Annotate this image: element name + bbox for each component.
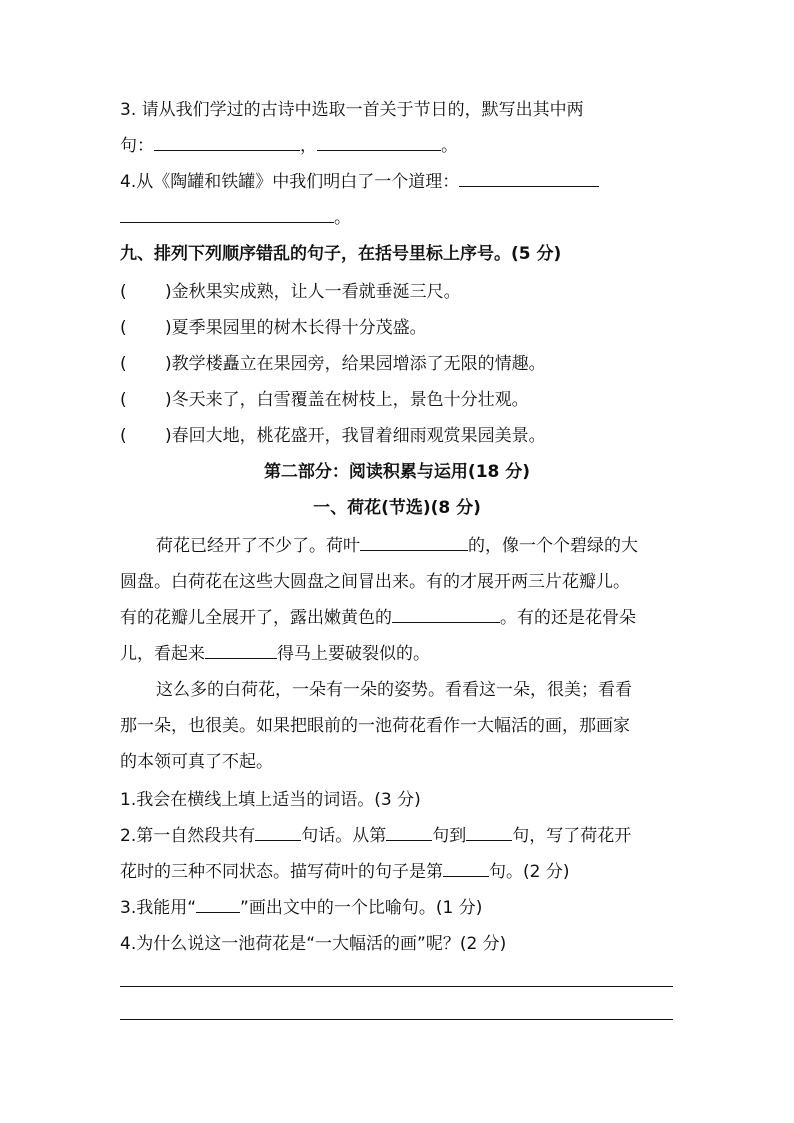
q3-blank-2[interactable] [317,134,441,151]
q2-blank-count[interactable] [255,824,301,841]
q3-line-2 [120,134,458,158]
ordering-item: ( )冬天来了，白雪覆盖在树枝上，景色十分壮观。 [120,390,529,410]
passage-blank-3[interactable] [205,642,277,659]
passage-p2-line-2: 那一朵，也很美。如果把眼前的一池荷花看作一大幅活的画，那画家 [120,716,630,736]
order-paren[interactable]: ( [120,390,127,410]
q4-blank-1[interactable] [459,170,599,187]
passage-p2-line-3: 的本领可真了不起。 [120,752,273,772]
order-paren[interactable]: ( [120,354,127,374]
question-1: 1.我会在横线上填上适当的词语。(3 分) [120,790,421,810]
ordering-text: 冬天来了，白雪覆盖在树枝上，景色十分壮观。 [171,390,529,410]
passage-p1-line-2: 圆盘。白荷花在这些大圆盘之间冒出来。有的才展开两三片花瓣儿。 [120,572,630,592]
ordering-text: 教学楼矗立在果园旁，给果园增添了无限的情趣。 [171,354,546,374]
question-2-line-2: 花时的三种不同状态。描写荷叶的句子是第 句。(2 分) [120,862,570,882]
q4-line-1 [120,170,599,194]
q4-line-2 [120,206,351,230]
order-paren[interactable]: ( [120,282,127,302]
passage-blank-2[interactable] [392,606,500,623]
answer-line-1[interactable] [120,986,673,987]
question-4: 4.为什么说这一池荷花是“一大幅活的画”呢？(2 分) [120,934,507,954]
passage-p1-line-1: 荷花已经开了不少了。荷叶 的，像一个个碧绿的大 [156,536,638,556]
passage-p1-line-4: 儿，看起来 得马上要破裂似的。 [120,644,430,664]
q3-symbol-blank[interactable] [196,896,240,913]
ordering-text: 夏季果园里的树木长得十分茂盛。 [171,318,427,338]
q3-text: 3. 请从我们学过的古诗中选取一首关于节日的，默写出其中两 [120,100,584,120]
q4-period: 。 [334,208,351,228]
q4-text: 4.从《陶罐和铁罐》中我们明白了一个道理： [120,172,460,192]
ordering-item: ( )夏季果园里的树木长得十分茂盛。 [120,318,427,338]
passage-blank-1[interactable] [360,534,468,551]
part2-subtitle: 一、荷花(节选)(8 分) [313,498,481,518]
order-paren[interactable]: ( [120,318,127,338]
q3-line-1 [120,98,584,122]
q3-prefix: 句： [120,136,154,156]
question-3: 3.我能用“ ”画出文中的一个比喻句。(1 分) [120,898,483,918]
section9-heading: 九、排列下列顺序错乱的句子，在括号里标上序号。(5 分) [120,244,562,264]
q2-blank-to[interactable] [466,824,512,841]
ordering-text: 金秋果实成熟，让人一看就垂涎三尺。 [171,282,461,302]
q2-blank-leaf[interactable] [443,860,489,877]
q4-blank-2[interactable] [120,206,334,223]
passage-p2-line-1: 这么多的白荷花，一朵有一朵的姿势。看看这一朵，很美；看看 [156,680,632,700]
q2-blank-from[interactable] [386,824,432,841]
order-paren[interactable]: ( [120,426,127,446]
answer-line-2[interactable] [120,1019,673,1020]
question-2-line-1: 2.第一自然段共有 句话。从第 句到 句，写了荷花开 [120,826,632,846]
ordering-text: 春回大地，桃花盛开，我冒着细雨观赏果园美景。 [171,426,546,446]
ordering-item: ( )春回大地，桃花盛开，我冒着细雨观赏果园美景。 [120,426,546,446]
q3-blank-1[interactable] [154,134,300,151]
q3-period: 。 [441,136,458,156]
ordering-item: ( )金秋果实成熟，让人一看就垂涎三尺。 [120,282,461,302]
part2-title: 第二部分：阅读积累与运用(18 分) [263,462,531,482]
passage-p1-line-3: 有的花瓣儿全展开了，露出嫩黄色的 。有的还是花骨朵 [120,608,636,628]
q3-comma: ， [300,136,317,156]
ordering-item: ( )教学楼矗立在果园旁，给果园增添了无限的情趣。 [120,354,546,374]
